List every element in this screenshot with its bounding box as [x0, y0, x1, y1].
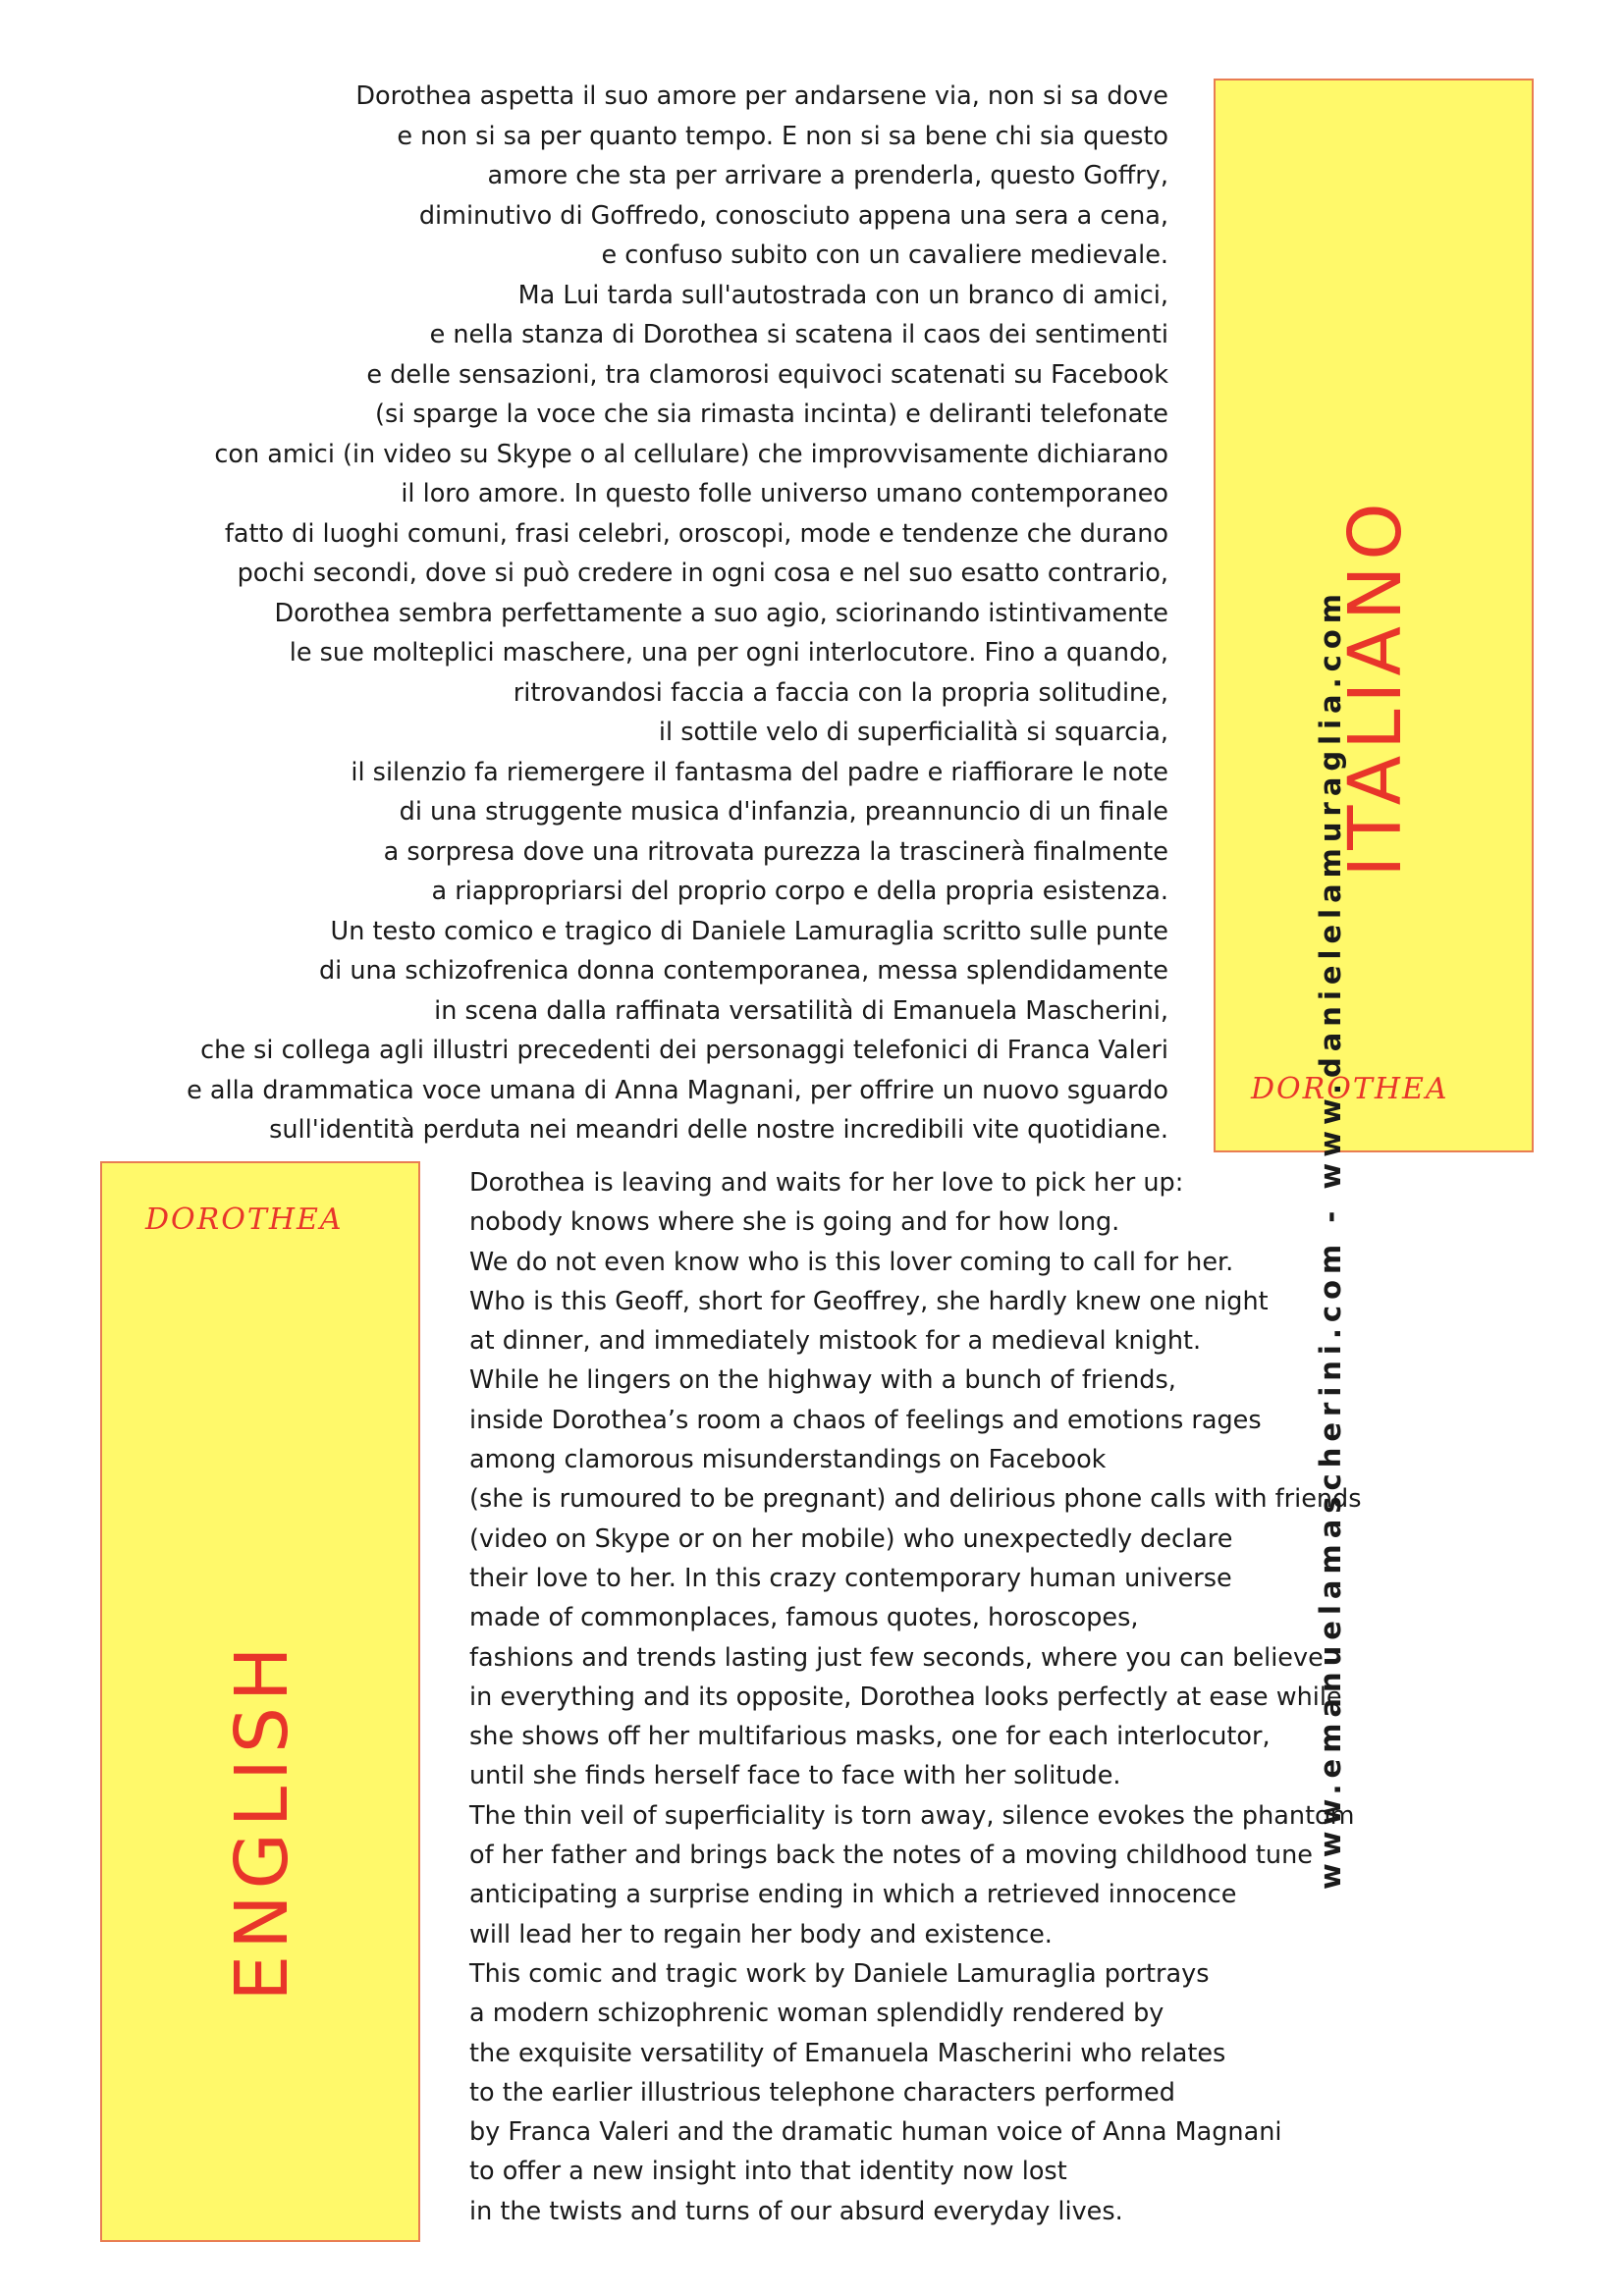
text-line: in scena dalla raffinata versatilità di Emanuela Mascherini,: [434, 995, 1168, 1026]
text-line: a sorpresa dove una ritrovata purezza la trascinerà finalmente: [383, 836, 1168, 867]
text-line: in the twists and turns of our absurd everyday lives.: [469, 2196, 1123, 2226]
dorothea-title-english: DOROTHEA: [145, 1202, 344, 1237]
text-line: e nella stanza di Dorothea si scatena il caos dei sentimenti: [429, 320, 1168, 349]
text-line: by Franca Valeri and the dramatic human voice of Anna Magnani: [469, 2117, 1282, 2148]
text-line: le sue molteplici maschere, una per ogni interlocutore. Fino a quando,: [289, 638, 1168, 667]
text-line: e confuso subito con un cavaliere medievale.: [601, 240, 1168, 270]
text-line: will lead her to regain her body and existence.: [469, 1919, 1053, 1949]
text-line: the exquisite versatility of Emanuela Mascherini who relates: [469, 2038, 1226, 2068]
text-line: ritrovandosi faccia a faccia con la propria solitudine,: [513, 677, 1168, 708]
text-line: to offer a new insight into that identity now lost: [469, 2157, 1067, 2187]
text-line: Dorothea aspetta il suo amore per andarsene via, non si sa dove: [355, 81, 1168, 111]
text-line: Un testo comico e tragico di Daniele Lamuraglia scritto sulle punte: [330, 916, 1168, 946]
text-line: The thin veil of superficiality is torn away, silence evokes the phantom: [469, 1800, 1355, 1831]
text-line: of her father and brings back the notes of a moving childhood tune: [469, 1841, 1313, 1871]
text-line: con amici (in video su Skype o al cellulare) che improvvisamente dichiarano: [214, 439, 1168, 469]
text-line: Dorothea sembra perfettamente a suo agio, sciorinando istintivamente: [274, 598, 1168, 628]
italian-panel: [1214, 79, 1534, 1152]
text-line: pochi secondi, dove si può credere in ogni cosa e nel suo esatto contrario,: [237, 559, 1168, 588]
english-panel: [100, 1161, 420, 2242]
text-line: their love to her. In this crazy contemporary human universe: [469, 1563, 1232, 1593]
text-line: fashions and trends lasting just few seconds, where you can believe: [469, 1642, 1324, 1673]
text-line: nobody knows where she is going and for how long.: [469, 1207, 1120, 1238]
text-line: until she finds herself face to face with her solitude.: [469, 1761, 1121, 1791]
italian-label: ITALIANO: [1333, 497, 1418, 878]
english-label: ENGLISH: [220, 1640, 304, 2002]
text-line: This comic and tragic work by Daniele Lamuraglia portrays: [469, 1958, 1210, 1989]
text-line: e non si sa per quanto tempo. E non si sa bene chi sia questo: [397, 121, 1168, 151]
text-line: fatto di luoghi comuni, frasi celebri, oroscopi, mode e tendenze che durano: [224, 518, 1168, 549]
text-line: at dinner, and immediately mistook for a medieval knight.: [469, 1326, 1202, 1357]
text-line: e delle sensazioni, tra clamorosi equivoci scatenati su Facebook: [366, 359, 1168, 390]
text-line: While he lingers on the highway with a bunch of friends,: [469, 1365, 1176, 1396]
text-line: (she is rumoured to be pregnant) and delirious phone calls with friends: [469, 1484, 1362, 1515]
text-line: il loro amore. In questo folle universo umano contemporaneo: [401, 479, 1168, 508]
text-line: di una struggente musica d'infanzia, preannuncio di un finale: [399, 797, 1168, 827]
text-line: il silenzio fa riemergere il fantasma del padre e riaffiorare le note: [351, 757, 1168, 787]
text-line: Who is this Geoff, short for Geoffrey, she hardly knew one night: [469, 1286, 1269, 1316]
text-line: Ma Lui tarda sull'autostrada con un branco di amici,: [517, 280, 1168, 310]
text-line: (video on Skype or on her mobile) who unexpectedly declare: [469, 1523, 1233, 1554]
text-line: il sottile velo di superficialità si squarcia,: [658, 718, 1168, 747]
text-line: a modern schizophrenic woman splendidly rendered by: [469, 1999, 1164, 2029]
text-line: a riappropriarsi del proprio corpo e della propria esistenza.: [431, 877, 1168, 906]
text-line: sull'identità perduta nei meandri delle nostre incredibili vite quotidiane.: [269, 1115, 1168, 1145]
text-line: to the earlier illustrious telephone characters performed: [469, 2077, 1175, 2108]
text-line: she shows off her multifarious masks, one for each interlocutor,: [469, 1722, 1271, 1752]
text-line: made of commonplaces, famous quotes, horoscopes,: [469, 1603, 1139, 1633]
text-line: amore che sta per arrivare a prenderla, questo Goffry,: [487, 161, 1168, 190]
text-line: inside Dorothea’s room a chaos of feelings and emotions rages: [469, 1405, 1262, 1435]
text-line: among clamorous misunderstandings on Facebook: [469, 1445, 1107, 1475]
text-line: Dorothea is leaving and waits for her love to pick her up:: [469, 1168, 1184, 1198]
text-line: We do not even know who is this lover coming to call for her.: [469, 1247, 1234, 1277]
text-line: che si collega agli illustri precedenti dei personaggi telefonici di Franca Valeri: [200, 1036, 1168, 1065]
dorothea-title-italian: DOROTHEA: [1251, 1072, 1449, 1106]
text-line: di una schizofrenica donna contemporanea, messa splendidamente: [319, 956, 1168, 986]
text-line: anticipating a surprise ending in which a retrieved innocence: [469, 1880, 1237, 1910]
italian-synopsis: [79, 77, 1168, 1150]
text-line: in everything and its opposite, Dorothea looks perfectly at ease while: [469, 1682, 1342, 1712]
text-line: (si sparge la voce che sia rimasta incinta) e deliranti telefonate: [375, 400, 1168, 429]
text-line: e alla drammatica voce umana di Anna Magnani, per offrire un nuovo sguardo: [187, 1075, 1168, 1105]
text-line: diminutivo di Goffredo, conosciuto appena una sera a cena,: [418, 200, 1168, 231]
website-links: www.emanuelamascherini.com - www.danielelamuraglia.com: [1314, 588, 1347, 1890]
